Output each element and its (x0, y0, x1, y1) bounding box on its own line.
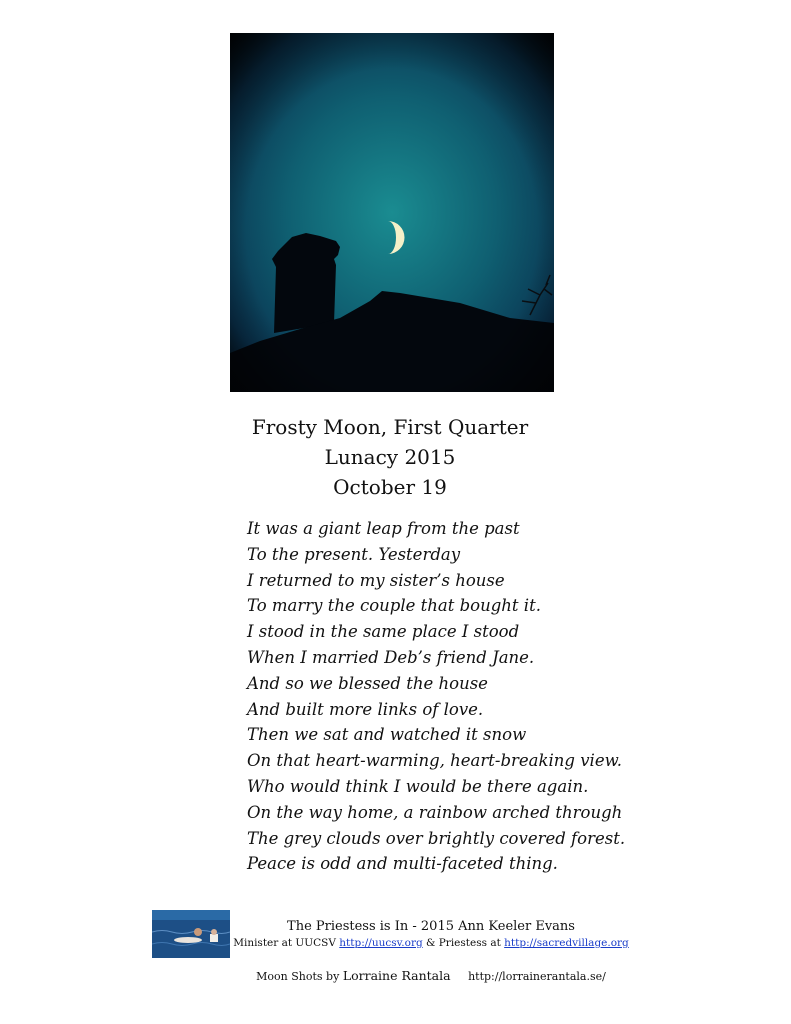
poem-heading (200, 412, 580, 502)
uucsv-link[interactable]: http://uucsv.org (339, 937, 423, 949)
poem-line: When I married Deb’s friend Jane. (247, 647, 535, 667)
poem-line: To the present. Yesterday (247, 544, 461, 564)
credit-url: http://lorrainerantala.se/ (468, 970, 606, 983)
poem-line: And built more links of love. (247, 699, 484, 719)
moon-photo (230, 33, 554, 392)
credit-prefix: Moon Shots by (256, 970, 340, 983)
poem-title: Frosty Moon, First Quarter (251, 415, 529, 439)
poem-line: And so we blessed the house (247, 673, 488, 693)
poem-line: The grey clouds over brightly covered forest. (247, 828, 626, 848)
poem-line: To marry the couple that bought it. (247, 596, 541, 616)
poem-line: On the way home, a rainbow arched through (247, 802, 623, 822)
series-title: Lunacy 2015 (324, 445, 456, 469)
photo-credit (231, 968, 631, 985)
moon-rooftop-image (230, 33, 554, 392)
poem-line: Peace is odd and multi-faceted thing. (247, 854, 558, 874)
footer-links (231, 936, 631, 951)
minister-label: Minister at UUCSV (233, 937, 336, 949)
priestess-label: & Priestess at (426, 937, 501, 949)
footer-title: The Priestess is In - 2015 Ann Keeler Evans (287, 919, 575, 934)
footer (231, 918, 631, 951)
poem-line: I returned to my sister’s house (247, 570, 505, 590)
swimmer-photo-icon (152, 910, 230, 958)
credit-name: Lorraine Rantala (342, 968, 451, 983)
poem-date: October 19 (333, 475, 447, 499)
poem-line: Then we sat and watched it snow (247, 725, 527, 745)
sacredvillage-link[interactable]: http://sacredvillage.org (504, 937, 629, 949)
poem-body (247, 516, 625, 877)
poem-line: I stood in the same place I stood (247, 622, 520, 642)
poem-line: Who would think I would be there again. (247, 776, 589, 796)
poem-line: On that heart-warming, heart-breaking view. (247, 751, 622, 771)
poem-line: It was a giant leap from the past (247, 519, 520, 538)
author-photo (152, 910, 230, 958)
